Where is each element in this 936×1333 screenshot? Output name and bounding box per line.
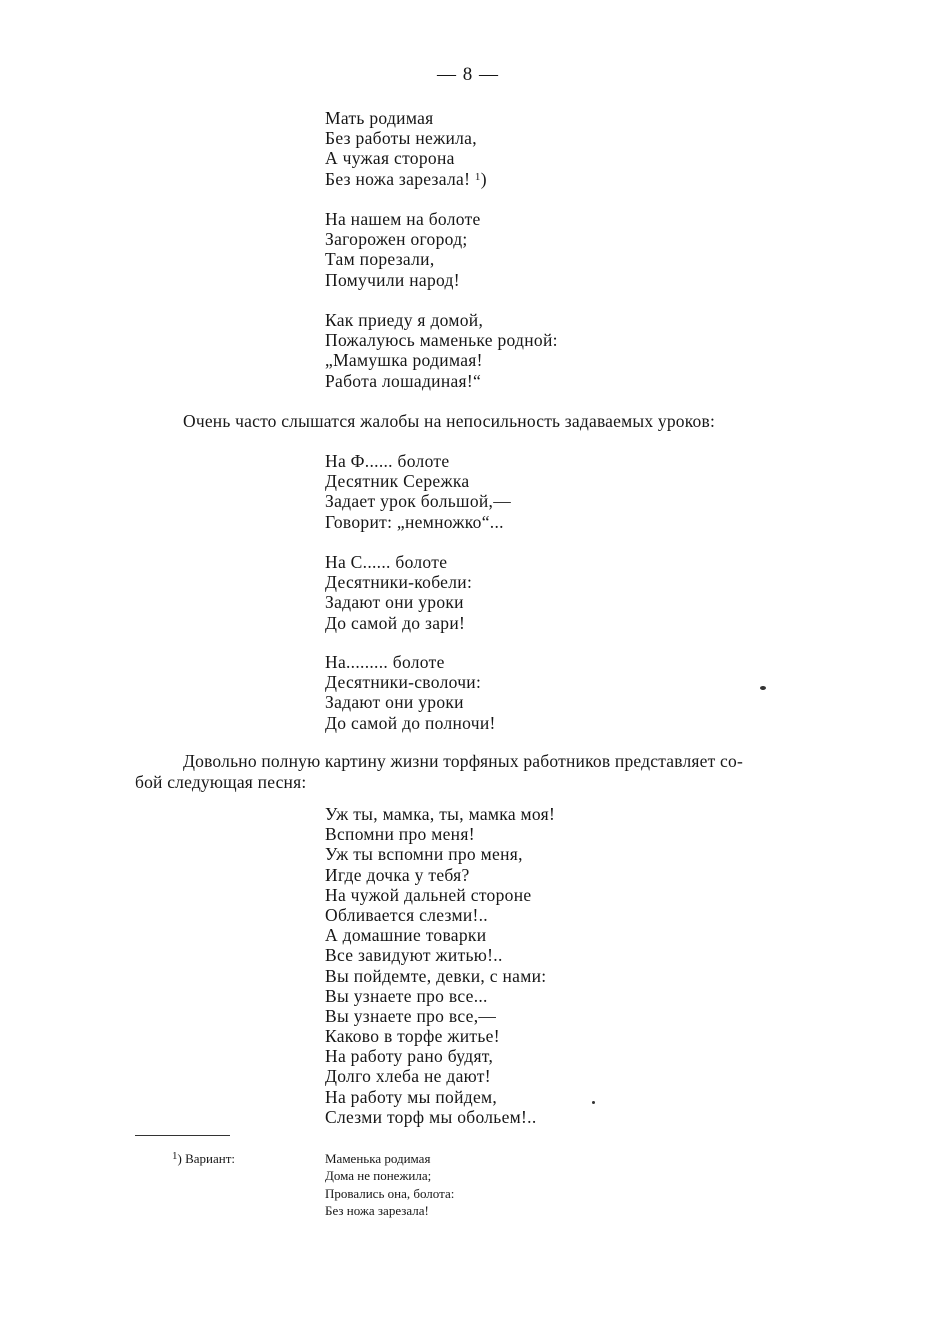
footnote-label-text: ) Вариант:: [177, 1151, 235, 1166]
verse-line: Говорит: „немножко“...: [325, 511, 504, 532]
verse-line: Задают они уроки: [325, 592, 464, 613]
verse-line: Как приеду я домой,: [325, 310, 484, 330]
paragraph-1: [135, 411, 800, 432]
verse-line: Игде дочка у тебя?: [325, 864, 470, 885]
verse-line: Мать родимая: [325, 108, 434, 128]
verse-line: До самой до полночи!: [325, 712, 496, 733]
verse-line: Вы пойдемте, девки, с нами:: [325, 965, 547, 986]
verse-line: Загорожен огород;: [325, 229, 468, 250]
footnote-line: Без ножа зарезала!: [325, 1202, 429, 1218]
verse-line: Долго хлеба не дают!: [325, 1066, 491, 1087]
verse-line: Пожалуюсь маменьке родной:: [325, 330, 558, 351]
verse-line: А домашние товарки: [325, 925, 487, 946]
verse-line: На С...... болоте: [325, 552, 448, 572]
verse-line: Вспомни про меня!: [325, 824, 475, 845]
verse-line: На работу рано будят,: [325, 1046, 494, 1067]
verse-line: Обливается слезми!..: [325, 904, 488, 925]
verse-line: Задают они уроки: [325, 692, 464, 713]
verse-line: „Мамушка родимая!: [325, 350, 483, 371]
verse-line: Десятники-кобели:: [325, 572, 473, 593]
stanza-1: [325, 108, 487, 189]
footnote-text: [325, 1150, 454, 1219]
verse-line: Задает урок большой,—: [325, 491, 512, 512]
verse-line: Каково в торфе житье!: [325, 1026, 500, 1047]
verse-line: Слезми торф мы обольем!..: [325, 1106, 537, 1127]
verse-line: На Ф...... болоте: [325, 451, 450, 471]
verse-line: Десятники-сволочи:: [325, 672, 482, 693]
footnote-divider: [135, 1135, 230, 1136]
scan-speck: [592, 1101, 595, 1104]
verse-line: Вы узнаете про все...: [325, 985, 488, 1006]
song-stanza: [325, 804, 555, 1127]
verse-line: Уж ты вспомни про меня,: [325, 844, 523, 865]
verse-line: А чужая сторона: [325, 148, 455, 169]
paragraph-line: бой следующая песня:: [135, 771, 307, 792]
stanza-2: [325, 209, 481, 290]
footnote-line: Провались она, болота:: [325, 1185, 455, 1201]
stanza-3: [325, 310, 558, 391]
verse-line: Вы узнаете про все,—: [325, 1005, 497, 1026]
stanza-4: [325, 451, 511, 532]
verse-line: Все завидуют житью!..: [325, 945, 503, 966]
stanza-5: [325, 552, 472, 633]
verse-line: Работа лошадиная!“: [325, 370, 482, 391]
verse-line: На нашем на болоте: [325, 209, 481, 229]
verse-line: Там порезали,: [325, 249, 435, 270]
footnote-label: [172, 1150, 235, 1167]
page-number: — 8 —: [437, 64, 499, 85]
footnote-reference-paren: ): [480, 168, 487, 189]
stanza-6: [325, 652, 496, 733]
verse-line: Десятник Сережка: [325, 471, 470, 492]
footnote-reference: 1: [474, 170, 481, 183]
verse-line: Помучили народ!: [325, 269, 460, 290]
verse-line: До самой до зари!: [325, 612, 466, 633]
scan-speck: [760, 686, 766, 690]
paragraph-line: Очень часто слышатся жалобы на непосильность задаваемых уроков:: [183, 411, 716, 431]
paragraph-line: Довольно полную картину жизни торфяных работников представляет со-: [183, 751, 743, 771]
verse-line: На......... болоте: [325, 652, 445, 672]
footnote-line: Маменька родимая: [325, 1151, 431, 1166]
verse-line: На чужой дальней стороне: [325, 884, 532, 905]
verse-line: На работу мы пойдем,: [325, 1086, 498, 1107]
verse-line-with-footnote: [325, 169, 487, 189]
paragraph-2: [135, 751, 800, 792]
footnote-line: Дома не понежила;: [325, 1168, 432, 1184]
verse-line: Без работы нежила,: [325, 128, 477, 149]
verse-line: Уж ты, мамка, ты, мамка моя!: [325, 804, 556, 824]
verse-line-text: Без ножа зарезала!: [325, 168, 471, 189]
footnote-mark: 1: [172, 1150, 178, 1162]
